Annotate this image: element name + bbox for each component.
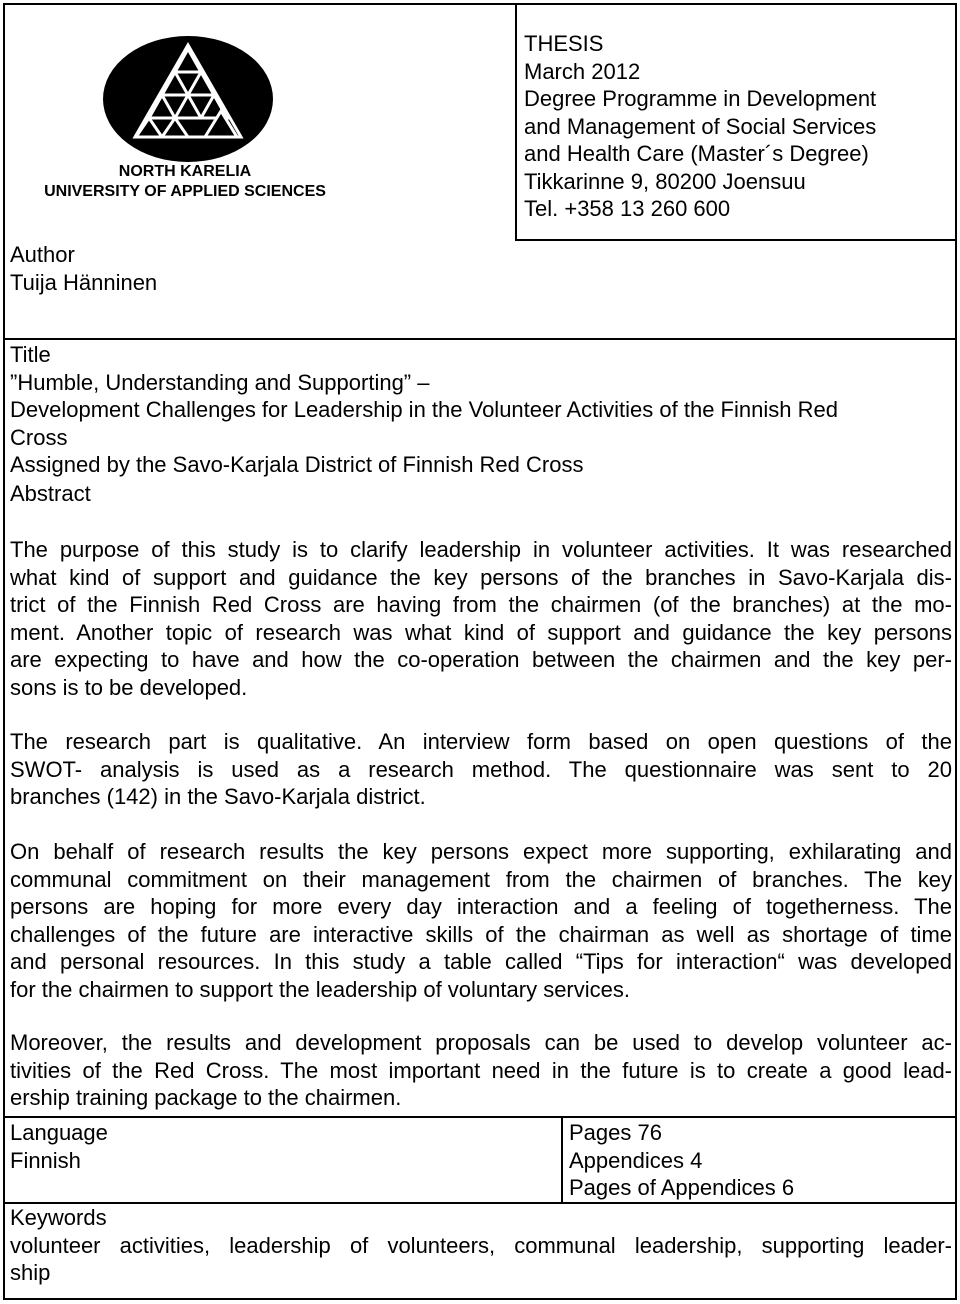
title-line: Cross [10,424,68,450]
header-divider-vertical [515,3,517,241]
abstract-line: communal commitment on their management from the chairmen of branches. The key [10,866,952,892]
abstract-line: sons is to be developed. [10,674,248,700]
programme-line: Degree Programme in Development [524,86,877,111]
pages-section [569,1119,949,1202]
language-label: Language [10,1120,108,1145]
logo-line-1: NORTH KARELIA [118,163,252,180]
author-label: Author [10,242,75,267]
outer-border-left [3,3,5,1300]
appendices-count: Appendices 4 [569,1147,703,1173]
abstract-line: The purpose of this study is to clarify leadership in volunteer activities. It was researched [10,537,952,562]
abstract-line: what kind of support and guidance the key persons of the branches in Savo-Karjala dis- [10,564,952,590]
language-top-line [3,1116,957,1118]
abstract-line: ership training package to the chairmen. [10,1085,402,1110]
triangle-emblem-icon [15,33,355,163]
abstract-line: SWOT- analysis is used as a research method. The questionnaire was sent to 20 [10,756,952,782]
abstract-line: Moreover, the results and development proposals can be used to develop volunteer ac- [10,1030,952,1055]
title-line: ”Humble, Understanding and Supporting” – [10,369,430,395]
appendix-pages-count: Pages of Appendices 6 [569,1175,795,1200]
abstract-line: branches (142) in the Savo-Karjala district. [10,784,426,809]
doc-type: THESIS [524,31,604,56]
abstract-line: challenges of the future are interactive skills of the chairman as well as shortage of time [10,921,952,947]
title-line: Development Challenges for Leadership in the Volunteer Activities of the Finnish Red [10,397,838,422]
abstract-line: tivities of the Red Cross. The most important need in the future is to create a good lead- [10,1057,952,1083]
keywords-line: volunteer activities, leadership of volunteers, communal leadership, supporting leader- [10,1232,952,1258]
keywords-section [10,1204,952,1287]
title-section [10,341,952,479]
author-name: Tuija Hänninen [10,269,158,295]
abstract-paragraph-4 [10,1029,952,1112]
abstract-paragraph-1 [10,536,952,701]
abstract-line: persons are hoping for more every day interaction and a feeling of togetherness. The [10,894,952,919]
author-section [10,241,510,296]
title-label: Title [10,342,51,367]
abstract-label: Abstract [10,481,91,506]
phone: Tel. +358 13 260 600 [524,196,731,221]
abstract-line: trict of the Finnish Red Cross are having from the chairmen (of the branches) at the mo- [10,592,952,617]
address: Tikkarinne 9, 80200 Joensuu [524,168,806,194]
abstract-section [10,480,952,508]
university-logo [15,33,355,213]
pages-divider-vertical [561,1116,563,1204]
abstract-line: and personal resources. In this study a table called “Tips for interaction“ was developed [10,949,952,974]
pages-count: Pages 76 [569,1120,662,1145]
abstract-line: are expecting to have and how the co-operation between the chairmen and the key per- [10,647,952,672]
outer-border-right [955,3,957,1300]
abstract-line: The research part is qualitative. An interview form based on open questions of the [10,729,952,754]
outer-border-bottom [3,1298,957,1300]
outer-border-top [3,3,957,5]
author-bottom-line [3,338,957,340]
logo-line-2: UNIVERSITY OF APPLIED SCIENCES [44,183,326,200]
abstract-line: for the chairmen to support the leadership of voluntary services. [10,976,630,1002]
keywords-line: ship [10,1260,51,1285]
thesis-date: March 2012 [524,58,641,84]
thesis-abstract-page [3,3,957,1300]
programme-line: and Health Care (Master´s Degree) [524,141,869,166]
abstract-line: On behalf of research results the key persons expect more supporting, exhilarating and [10,839,952,864]
header-info [524,30,949,223]
abstract-paragraph-3 [10,838,952,1003]
abstract-paragraph-2 [10,728,952,811]
programme-line: and Management of Social Services [524,113,877,139]
abstract-line: ment. Another topic of research was what kind of support and guidance the key persons [10,619,952,645]
keywords-label: Keywords [10,1205,107,1230]
header-divider-horizontal [515,239,957,241]
title-line: Assigned by the Savo-Karjala District of Finnish Red Cross [10,452,584,477]
language-value: Finnish [10,1147,81,1173]
language-section [10,1119,550,1174]
